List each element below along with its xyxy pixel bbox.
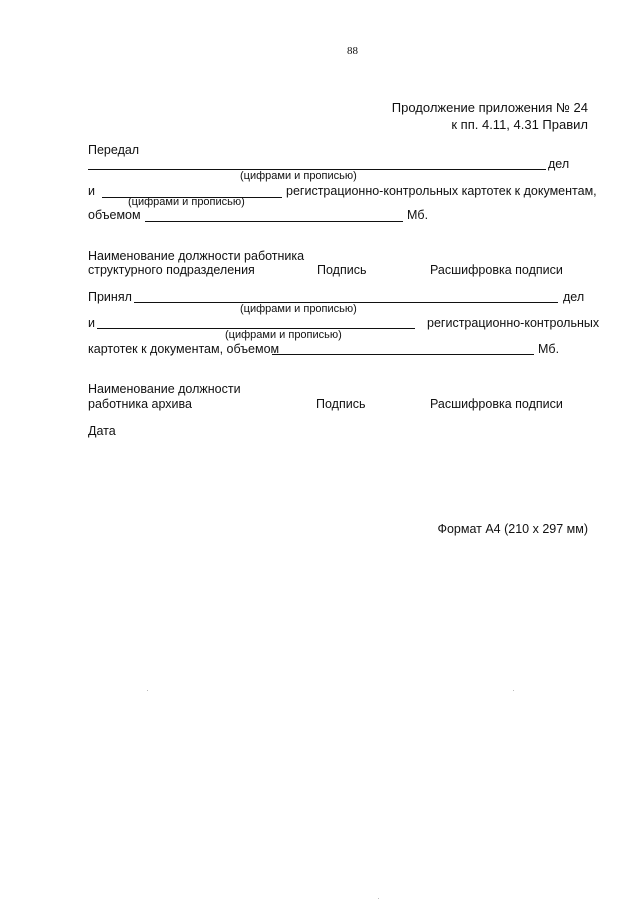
scan-speck [513, 690, 514, 691]
accepted-label: Принял [88, 290, 132, 304]
volume-label: объемом [88, 208, 141, 222]
paper-format-note: Формат А4 (210 х 297 мм) [437, 522, 588, 536]
scan-speck [147, 690, 148, 691]
page-number: 88 [347, 45, 358, 57]
archive-position-line1: Наименование должности [88, 382, 241, 396]
signature-decoding-label: Расшифровка подписи [430, 263, 563, 277]
accepted-cards-volume-label: картотек к документам, объемом [88, 342, 280, 356]
position-title-line1: Наименование должности работника [88, 249, 305, 263]
volume-field[interactable] [145, 221, 403, 222]
cards-count-caption: (цифрами и прописью) [128, 196, 245, 208]
accepted-volume-unit: Мб. [538, 342, 560, 356]
scan-speck [378, 898, 379, 899]
archive-position-line2: работника архива [88, 397, 192, 411]
accepted-and-label: и [88, 316, 95, 330]
and-label: и [88, 184, 95, 198]
appendix-continuation-title: Продолжение приложения № 24 [391, 100, 588, 115]
date-label: Дата [88, 424, 116, 438]
appendix-rules-reference: к пп. 4.11, 4.31 Правил [451, 117, 588, 132]
accepted-cards-text: регистрационно-контрольных [427, 316, 600, 330]
cases-count-caption: (цифрами и прописью) [240, 170, 357, 182]
accepted-cases-suffix: дел [563, 290, 585, 304]
transferred-label: Передал [88, 143, 140, 157]
signature-label: Подпись [317, 263, 367, 277]
accepted-cards-caption: (цифрами и прописью) [225, 329, 342, 341]
cards-text: регистрационно-контрольных картотек к документам, [286, 184, 597, 198]
accepted-volume-field[interactable] [272, 354, 534, 355]
volume-unit: Мб. [407, 208, 429, 222]
archive-signature-label: Подпись [316, 397, 366, 411]
cases-suffix: дел [548, 157, 570, 171]
accepted-cases-caption: (цифрами и прописью) [240, 303, 357, 315]
archive-decoding-label: Расшифровка подписи [430, 397, 563, 411]
position-title-line2: структурного подразделения [88, 263, 255, 277]
